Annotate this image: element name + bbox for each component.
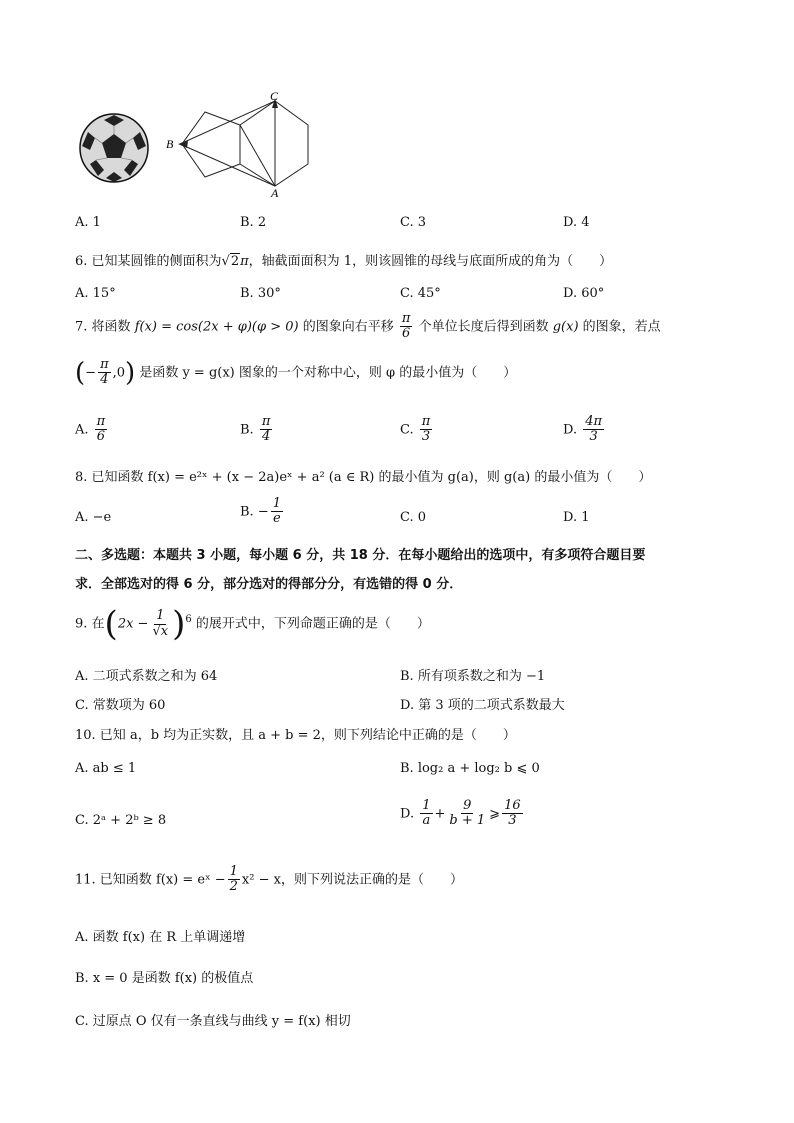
q11-option-a: A. 函数 f(x) 在 R 上单调递增	[75, 930, 246, 945]
q10-option-a: A. ab ≤ 1	[75, 761, 137, 776]
q9-suffix: 的展开式中，下列命题正确的是（ ）	[195, 616, 430, 632]
q9-option-c: C. 常数项为 60	[75, 698, 166, 713]
q6-suffix: ，轴截面面积为 1，则该圆锥的母线与底面所成的角为（ ）	[248, 254, 613, 269]
section2-line1: 二、多选题：本题共 3 小题，每小题 6 分，共 18 分．在每小题给出的选项中，有多项符合题目要	[75, 548, 646, 563]
q9-option-a: A. 二项式系数之和为 64	[75, 669, 218, 684]
q7-prefix: 7. 将函数	[75, 319, 131, 335]
q7-option-d: D. $\frac{4\pi}{3}$	[563, 414, 603, 445]
q8-option-c: C. 0	[400, 510, 427, 525]
q10-option-c: C. 2ᵃ + 2ᵇ ≥ 8	[75, 813, 167, 828]
q5-option-d: D. 4	[563, 215, 590, 230]
q8-option-d: D. 1	[563, 510, 590, 525]
q6-option-d: D. 60°	[563, 286, 605, 301]
q9-fraction: $\frac{1}{√x}$	[152, 608, 169, 639]
q10-stem: 10. 已知 a，b 均为正实数，且 a + b = 2，则下列结论中正确的是（ ）	[75, 728, 516, 743]
q5-option-a: A. 1	[75, 215, 101, 230]
q10-option-b: B. log₂ a + log₂ b ⩽ 0	[400, 761, 540, 776]
q7-line2: (− $\frac{\pi}{4}$ ,0) 是函数 y = g(x) 图象的一个对称中心，则 φ 的最小值为（ ）	[75, 357, 517, 388]
q6-option-c: C. 45°	[400, 286, 441, 301]
q7-point-fraction: $\frac{\pi}{4}$	[100, 357, 109, 388]
q6-prefix: 6. 已知某圆锥的侧面积为	[75, 254, 222, 269]
q9-stem: 9. 在(2x − $\frac{1}{√x}$ )$^6$ 的展开式中，下列命题正确的是（ ）	[75, 604, 430, 644]
q11-fraction: $\frac{1}{2}$	[229, 864, 238, 895]
q6-sqrt: √2π	[221, 254, 249, 269]
q7-mid: 的图象向右平移	[302, 319, 394, 335]
q6-stem	[75, 250, 612, 269]
q7-g: g(x)	[552, 319, 579, 335]
geometry-figure	[160, 88, 320, 203]
q11-option-c: C. 过原点 O 仅有一条直线与曲线 y = f(x) 相切	[75, 1014, 351, 1029]
q11-suffix: x² − x，则下列说法正确的是（ ）	[241, 872, 463, 888]
q8-option-a: A. −e	[75, 510, 112, 525]
q7-end: 的图象，若点	[582, 319, 661, 335]
q8-stem: 8. 已知函数 f(x) = e²ˣ + (x − 2a)eˣ + a² (a ∈ R) 的最小值为 g(a)，则 g(a) 的最小值为（ ）	[75, 470, 652, 485]
q11-stem	[75, 865, 463, 895]
q7-line2-text: 是函数 y = g(x) 图象的一个对称中心，则 φ 的最小值为（ ）	[139, 365, 517, 381]
q5-option-c: C. 3	[400, 215, 427, 230]
q6-option-a: A. 15°	[75, 286, 116, 301]
q7-shift-fraction: $\frac{\pi}{6}$	[401, 311, 411, 342]
soccer-ball-figure	[78, 112, 150, 184]
label-a: A	[271, 186, 279, 200]
q9-option-b: B. 所有项系数之和为 −1	[400, 669, 546, 684]
q7-option-b: B. $\frac{\pi}{4}$	[240, 414, 271, 445]
label-c: C	[270, 89, 279, 103]
section2-line2: 求．全部选对的得 6 分，部分选对的得部分分，有选错的得 0 分．	[75, 577, 463, 592]
q8-option-b: B. − $\frac{1}{e}$	[240, 496, 281, 527]
q11-option-b: B. x = 0 是函数 f(x) 的极值点	[75, 971, 254, 986]
q7-line1	[75, 312, 661, 342]
q7-option-c: C. $\frac{\pi}{3}$	[400, 414, 431, 445]
q9-option-d: D. 第 3 项的二项式系数最大	[400, 698, 565, 713]
q7-function: f(x) = cos(2x + φ)(φ > 0)	[134, 319, 299, 335]
q6-option-b: B. 30°	[240, 286, 281, 301]
q11-prefix: 11. 已知函数 f(x) = eˣ −	[75, 872, 226, 888]
label-b: B	[166, 137, 174, 151]
q10-option-d: D. $\frac{1}{a}$ + $\frac{9}{b + 1}$ ⩾ $\frac{16}{3}$	[400, 798, 521, 829]
q7-suffix: 个单位长度后得到函数	[418, 319, 549, 335]
q9-prefix: 9. 在	[75, 616, 105, 632]
q7-option-a: A. $\frac{\pi}{6}$	[75, 414, 106, 445]
q5-option-b: B. 2	[240, 215, 267, 230]
